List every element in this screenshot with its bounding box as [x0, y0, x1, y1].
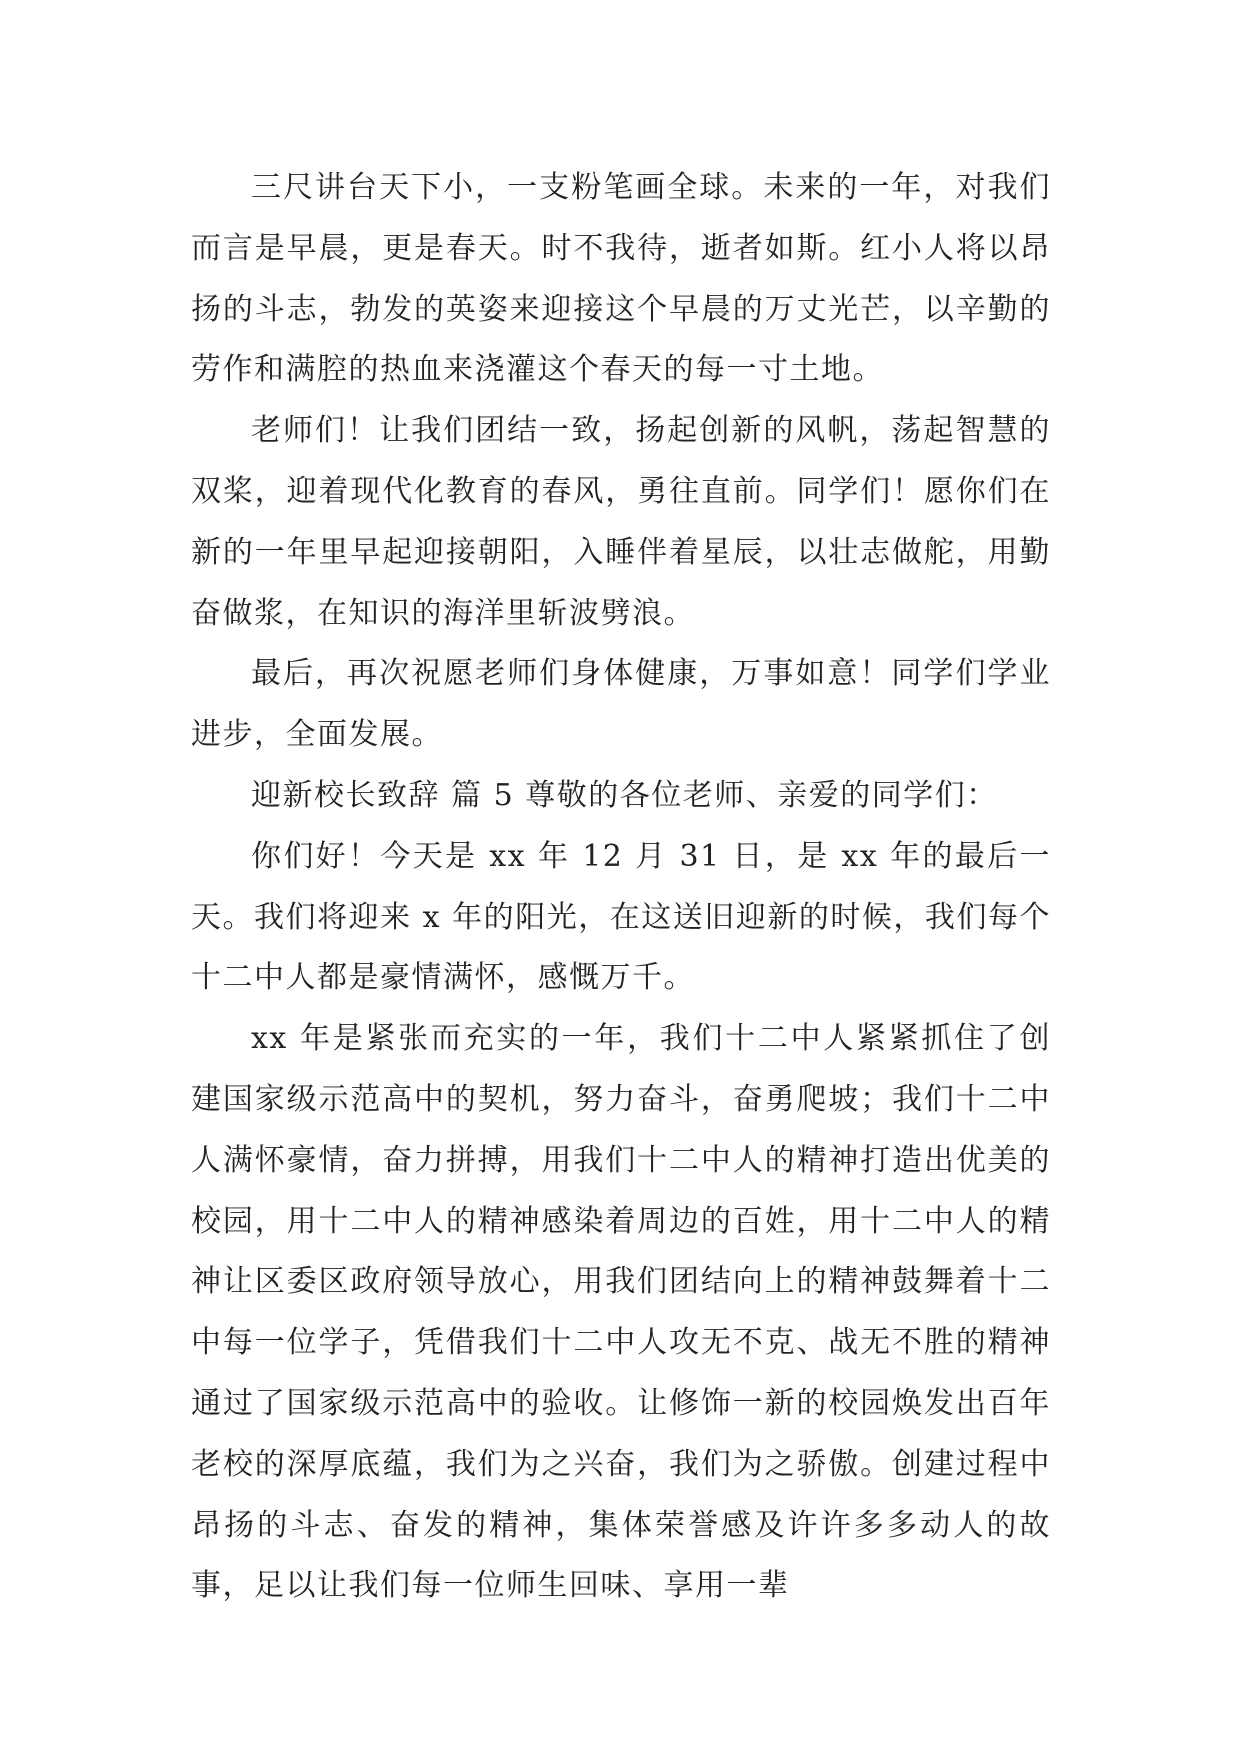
- document-body: [191, 158, 1051, 1617]
- paragraph-3: 最后，再次祝愿老师们身体健康，万事如意！同学们学业进步，全面发展。: [191, 656, 1051, 753]
- paragraph-4-heading: 迎新校长致辞 篇 5 尊敬的各位老师、亲爱的同学们：: [251, 777, 998, 813]
- paragraph-1: 三尺讲台天下小，一支粉笔画全球。未来的一年，对我们而言是早晨，更是春天。时不我待，逝者如斯。红小人将以昂扬的斗志，勃发的英姿来迎接这个早晨的万丈光芒，以辛勤的劳作和满腔的热血来浇灌这个春天的每一寸土地。: [191, 170, 1051, 388]
- paragraph-2: 老师们！让我们团结一致，扬起创新的风帆，荡起智慧的双桨，迎着现代化教育的春风，勇往直前。同学们！愿你们在新的一年里早起迎接朝阳，入睡伴着星辰，以壮志做舵，用勤奋做浆，在知识的海洋里斩波劈浪。: [191, 413, 1051, 631]
- paragraph-5: 你们好！今天是 xx 年 12 月 31 日，是 xx 年的最后一天。我们将迎来 x 年的阳光，在这送旧迎新的时候，我们每个十二中人都是豪情满怀，感慨万千。: [191, 838, 1051, 996]
- paragraph-6: xx 年是紧张而充实的一年，我们十二中人紧紧抓住了创建国家级示范高中的契机，努力奋斗，奋勇爬坡；我们十二中人满怀豪情，奋力拼搏，用我们十二中人的精神打造出优美的校园，用十二中人的精神感染着周边的百姓，用十二中人的精神让区委区政府领导放心，用我们团结向上的精神鼓舞着十二中每一位学子，凭借我们十二中人攻无不克、战无不胜的精神通过了国家级示范高中的验收。让修饰一新的校园焕发出百年老校的深厚底蕴，我们为之兴奋，我们为之骄傲。创建过程中昂扬的斗志、奋发的精神，集体荣誉感及许许多多动人的故事，足以让我们每一位师生回味、享用一辈: [191, 1021, 1051, 1604]
